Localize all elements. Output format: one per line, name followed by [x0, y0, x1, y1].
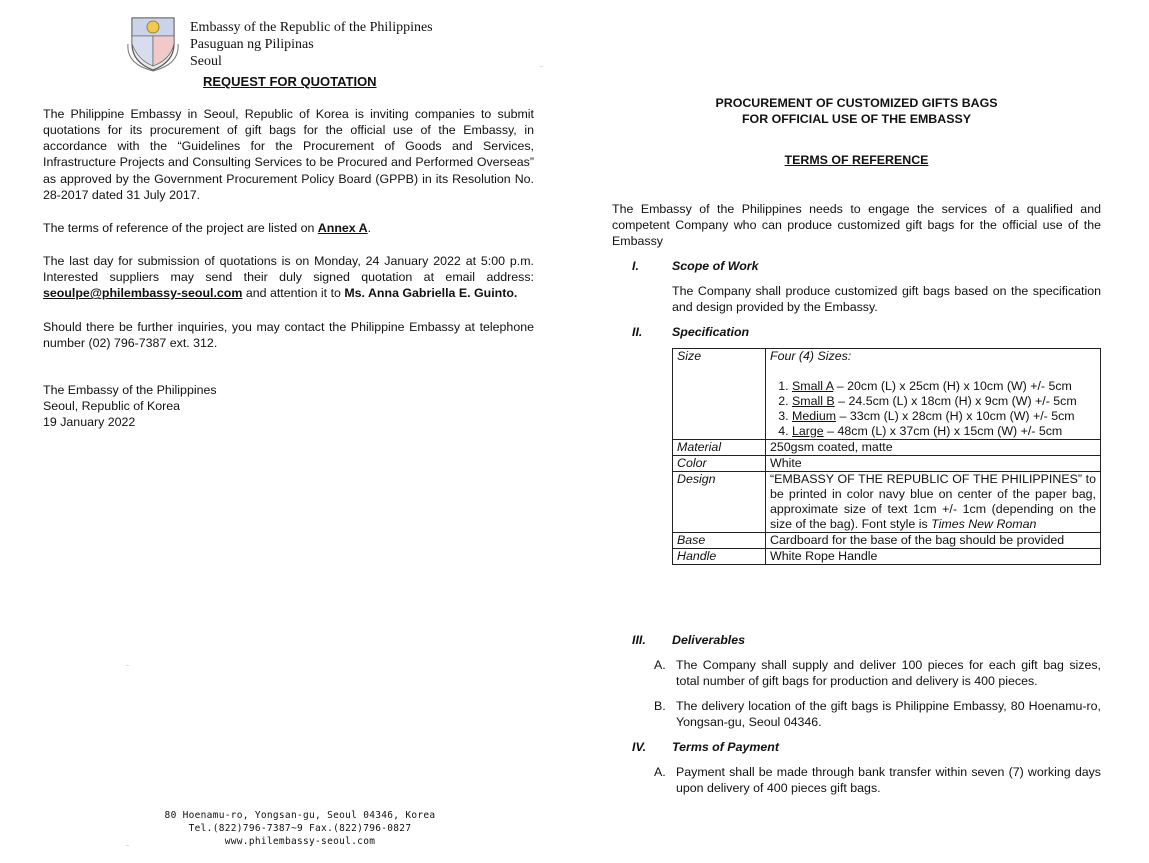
para2-suffix: . — [367, 221, 372, 235]
section-3-title: Deliverables — [672, 633, 746, 647]
spec-key-handle: Handle — [673, 549, 766, 565]
letterhead-line-2: Pasuguan ng Pilipinas — [190, 37, 314, 52]
size-list — [770, 379, 1096, 439]
section-1-body: The Company shall produce customized gift bags based on the specification and design provided by the Embassy. — [672, 284, 1101, 315]
letterhead-line-3: Seoul — [190, 54, 222, 69]
spec-value-design — [766, 472, 1101, 533]
spec-key-base: Base — [673, 533, 766, 549]
spec-key-size: Size — [673, 349, 766, 440]
size-desc: – 48cm (L) x 37cm (H) x 15cm (W) +/- 5cm — [823, 424, 1063, 438]
size-item — [792, 379, 1096, 394]
footer-phone: Tel.(822)796-7387~9 Fax.(822)796-0827 — [188, 823, 412, 834]
spec-key-design: Design — [673, 472, 766, 533]
deliverable-b-label: B. — [654, 699, 666, 713]
payment-a-label: A. — [654, 765, 666, 779]
footer-website[interactable]: www.philembassy-seoul.com — [224, 836, 376, 847]
tor-heading — [612, 95, 1101, 127]
annex-a-link[interactable]: Annex A — [317, 221, 368, 235]
spec-row-color — [673, 456, 1101, 472]
embassy-letterhead — [190, 19, 433, 70]
specification-table — [672, 348, 1101, 565]
spec-key-color: Color — [673, 456, 766, 472]
spec-row-base — [673, 533, 1101, 549]
spec-key-material: Material — [673, 440, 766, 456]
size-desc: – 24.5cm (L) x 18cm (H) x 9cm (W) +/- 5cm — [834, 394, 1077, 408]
section-3-number: III. — [632, 633, 646, 647]
tor-heading-line-1: PROCUREMENT OF CUSTOMIZED GIFTS BAGS — [715, 96, 998, 110]
tor-intro: The Embassy of the Philippines needs to engage the services of a qualified and competent Company who can produce customized gift bags for the official use of the Embassy — [612, 202, 1101, 249]
design-text: “EMBASSY OF THE REPUBLIC OF THE PHILIPPINES” to be printed in color navy blue on center of the paper bag, approximate size of text 1cm +/- 1cm (depending on the size of the bag). Font style is — [770, 472, 1096, 531]
size-desc: – 20cm (L) x 25cm (H) x 10cm (W) +/- 5cm — [833, 379, 1072, 393]
para3-text: The last day for submission of quotations is on Monday, 24 January 2022 at 5:00 p.m. Interested suppliers may send their duly signed quotation at email address: — [43, 254, 534, 285]
spec-row-size — [673, 349, 1101, 440]
footer-address: 80 Hoenamu-ro, Yongsan-gu, Seoul 04346, Korea — [164, 810, 436, 821]
size-name: Small A — [792, 379, 834, 393]
tor-subtitle — [612, 152, 1101, 168]
section-1-title: Scope of Work — [672, 259, 759, 273]
email-link[interactable]: seoulpe@philembassy-seoul.com — [43, 286, 243, 301]
signature-block — [43, 382, 217, 430]
rfq-paragraph-3 — [43, 253, 534, 301]
size-item — [792, 409, 1096, 424]
design-font: Times New Roman — [931, 517, 1037, 531]
page-footer — [150, 809, 450, 848]
deliverable-a: The Company shall supply and deliver 100 pieces for each gift bag sizes, total number of gift bags for production and delivery is 400 pieces. — [676, 658, 1101, 689]
section-2-title: Specification — [672, 325, 750, 339]
signature-date: 19 January 2022 — [43, 415, 136, 430]
section-2-number: II. — [632, 325, 643, 339]
section-4-number: IV. — [632, 740, 647, 754]
size-item — [792, 394, 1096, 409]
rfq-title: REQUEST FOR QUOTATION — [203, 74, 377, 89]
size-intro: Four (4) Sizes: — [770, 349, 852, 363]
spec-row-handle — [673, 549, 1101, 565]
signature-line-2: Seoul, Republic of Korea — [43, 399, 181, 414]
size-name: Small B — [792, 394, 835, 408]
spec-value-size — [766, 349, 1101, 440]
signature-line-1: The Embassy of the Philippines — [43, 383, 217, 397]
spec-value-handle: White Rope Handle — [766, 549, 1101, 565]
section-4-title: Terms of Payment — [672, 740, 779, 754]
deliverable-a-label: A. — [654, 658, 666, 672]
tor-subtitle-text: TERMS OF REFERENCE — [784, 153, 929, 167]
size-desc: – 33cm (L) x 28cm (H) x 10cm (W) +/- 5cm — [836, 409, 1075, 423]
section-1-number: I. — [632, 259, 639, 273]
para2-text: The terms of reference of the project are listed on — [43, 221, 318, 235]
spec-value-color: White — [766, 456, 1101, 472]
spec-row-design — [673, 472, 1101, 533]
para3-mid: and attention it to — [242, 286, 345, 301]
payment-a: Payment shall be made through bank transfer within seven (7) working days upon delivery of 400 pieces gift bags. — [676, 765, 1101, 796]
contact-name: Ms. Anna Gabriella E. Guinto. — [344, 286, 518, 301]
letterhead-line-1: Embassy of the Republic of the Philippines — [190, 20, 433, 35]
spec-value-material: 250gsm coated, matte — [766, 440, 1101, 456]
size-item — [792, 424, 1096, 439]
deliverable-b: The delivery location of the gift bags is Philippine Embassy, 80 Hoenamu-ro, Yongsan-gu, Seoul 04346. — [676, 699, 1101, 730]
rfq-paragraph-4: Should there be further inquiries, you may contact the Philippine Embassy at telephone number (02) 796-7387 ext. 312. — [43, 320, 534, 351]
tor-heading-line-2: FOR OFFICIAL USE OF THE EMBASSY — [741, 112, 971, 127]
rfq-paragraph-2 — [43, 220, 534, 236]
spec-row-material — [673, 440, 1101, 456]
size-name: Large — [792, 424, 824, 438]
philippine-seal-logo — [126, 14, 180, 72]
spec-value-base: Cardboard for the base of the bag should be provided — [766, 533, 1101, 549]
size-name: Medium — [792, 409, 837, 423]
rfq-paragraph-1: The Philippine Embassy in Seoul, Republic of Korea is inviting companies to submit quotations for its procurement of gift bags for the official use of the Embassy, in accordance with the “Guidelines for the Procurement of Goods and Services, Infrastructure Projects and Consulting Services to be Procured and Performed Overseas” as approved by the Government Procurement Policy Board (GPPB) in its Resolution No. 28-2017 dated 31 July 2017. — [43, 107, 534, 202]
